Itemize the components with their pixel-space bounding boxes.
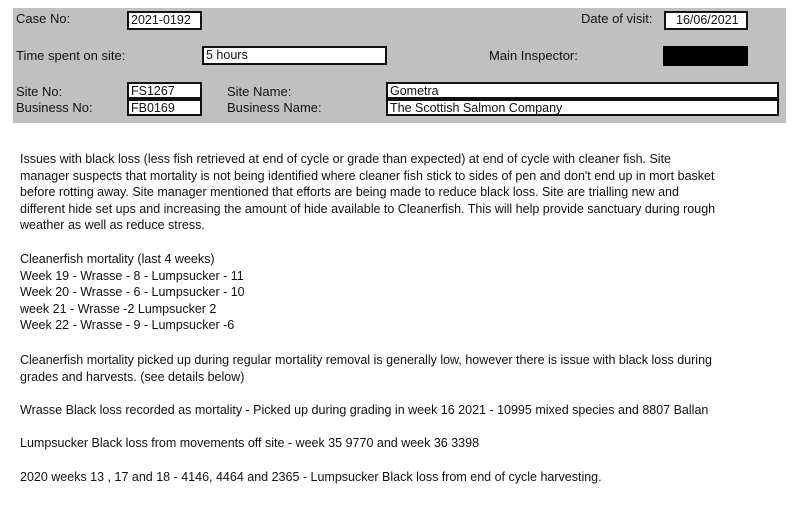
time-label: Time spent on site: <box>16 48 126 63</box>
mortality-week: Week 22 - Wrasse - 9 - Lumpsucker -6 <box>20 318 235 332</box>
mortality-week: Week 20 - Wrasse - 6 - Lumpsucker - 10 <box>20 285 245 299</box>
text-line: manager suspects that mortality is not being identified where cleaner fish stick to sides of pen and don't end up in mort basket <box>20 168 715 183</box>
notes-paragraph-4 <box>20 402 776 419</box>
inspector-redacted-field <box>663 46 748 66</box>
inspector-label: Main Inspector: <box>489 48 578 63</box>
notes-paragraph-3 <box>20 352 776 385</box>
notes-paragraph-1 <box>20 151 776 234</box>
site-no-label: Site No: <box>16 84 63 99</box>
mortality-week: Week 19 - Wrasse - 8 - Lumpsucker - 11 <box>20 268 244 283</box>
inspection-header <box>13 8 786 123</box>
text-line: Wrasse Black loss recorded as mortality - Picked up during grading in week 16 2021 - 10995 mixed species and 8807 Ballan <box>20 403 709 417</box>
business-name-label: Business Name: <box>227 100 322 115</box>
business-name-field[interactable]: The Scottish Salmon Company <box>386 99 779 116</box>
text-line: Cleanerfish mortality picked up during regular mortality removal is generally low, however there is issue with black loss during <box>20 353 712 367</box>
text-line: Issues with black loss (less fish retrieved at end of cycle or grade than expected) at end of cycle with cleaner fish. Site <box>20 152 672 166</box>
text-line: Lumpsucker Black loss from movements off site - week 35 9770 and week 36 3398 <box>20 436 480 450</box>
mortality-title: Cleanerfish mortality (last 4 weeks) <box>20 252 215 266</box>
text-line: weather as well as reduce stress. <box>20 218 205 232</box>
site-no-field[interactable]: FS1267 <box>127 82 202 99</box>
notes-paragraph-6 <box>20 469 776 486</box>
date-field[interactable]: 16/06/2021 <box>664 11 748 30</box>
business-no-field[interactable]: FB0169 <box>127 99 202 116</box>
site-name-label: Site Name: <box>227 84 292 99</box>
time-field[interactable]: 5 hours <box>202 46 387 65</box>
text-line: different hide set ups and increasing the amount of hide available to Cleanerfish. This will help provide sanctuary during rough <box>20 201 716 216</box>
mortality-week: week 21 - Wrasse -2 Lumpsucker 2 <box>20 301 217 316</box>
text-line: 2020 weeks 13 , 17 and 18 - 4146, 4464 and 2365 - Lumpsucker Black loss from end of cycle harvesting. <box>20 470 602 484</box>
site-name-field[interactable]: Gometra <box>386 82 779 99</box>
notes-paragraph-5 <box>20 435 776 452</box>
text-line: before rotting away. Site manager mentioned that efforts are being made to reduce black loss. Site are trialling new and <box>20 185 679 199</box>
text-line: grades and harvests. (see details below) <box>20 369 245 384</box>
case-no-label: Case No: <box>16 11 71 26</box>
case-no-field[interactable]: 2021-0192 <box>127 11 202 30</box>
mortality-list <box>20 251 776 334</box>
business-no-label: Business No: <box>16 100 93 115</box>
date-label: Date of visit: <box>581 11 653 26</box>
